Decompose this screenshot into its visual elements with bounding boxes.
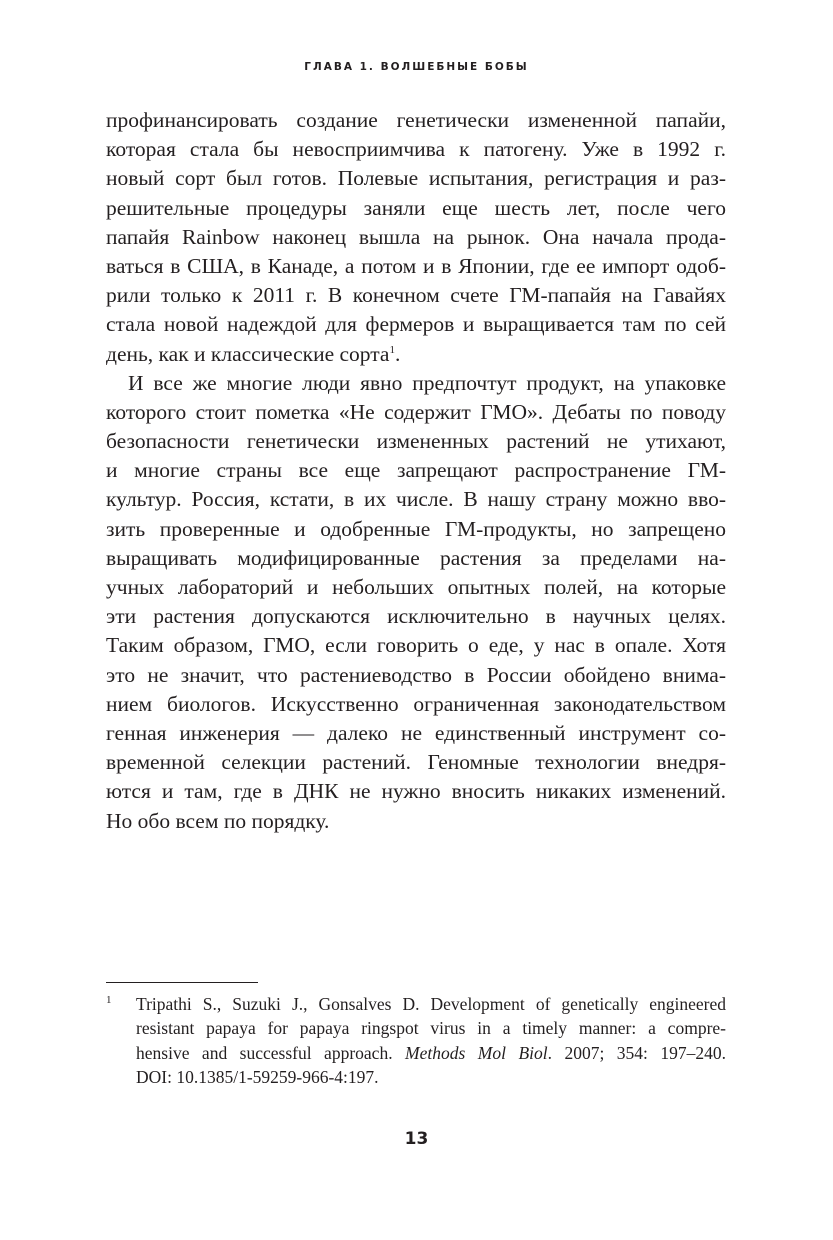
footnote-line [136,1041,726,1065]
journal-title: Methods Mol Biol [405,1042,548,1063]
page-number: 13 [404,1129,429,1149]
text-line: Но обо всем по порядку. [106,808,330,833]
text-line: учных лабораторий и небольших опытных полей, на которые [106,575,726,599]
text-line: культур. Россия, кстати, в их числе. В нашу страну можно вво- [106,487,726,512]
body-text [106,106,726,836]
text-line: решительные процедуры заняли еще шесть лет, после чего [106,195,726,220]
text-line: безопасности генетически измененных растений не утихают, [106,429,726,454]
text-line: ются и там, где в ДНК не нужно вносить никаких изменений. [106,779,726,804]
paragraph [106,369,726,836]
footnote-divider [106,982,258,983]
text-line: И все же многие люди явно предпочтут продукт, на упаковке [128,370,726,395]
footnote-number: 1 [106,994,112,1006]
footnote-line: Tripathi S., Suzuki J., Gonsalves D. Development of genetically engineered [136,994,726,1014]
text-line: папайя Rainbow наконец вышла на рынок. Она начала прода- [106,224,726,249]
footnote-text: hensive and successful approach. [136,1042,406,1063]
footnote [106,992,726,1089]
text-line: выращивать модифицированные растения за пределами на- [106,545,726,570]
text-line: день, как и классические сорта$^1$. [106,341,401,366]
text-line: новый сорт был готов. Полевые испытания, регистрация и раз- [106,166,726,191]
text-line: генная инженерия — далеко не единственный инструмент со- [106,720,726,745]
text-line: рили только к 2011 г. В конечном счете ГМ-папайя на Гавайях [106,283,726,308]
text-line: временной селекции растений. Геномные технологии внедря- [106,750,726,775]
text-line: профинансировать создание генетически измененной папайи, [106,108,726,132]
footnote-line: resistant papaya for papaya ringspot virus in a timely manner: a compre- [136,1018,726,1039]
paragraph [106,106,726,369]
footnote-text: . 2007; 354: 197–240. [547,1042,726,1063]
footnote-reference[interactable]: 1 [389,343,395,356]
text-line: эти растения допускаются исключительно в научных целях. [106,604,726,629]
text-line: и многие страны все еще запрещают распространение ГМ- [106,458,726,483]
text-line: это не значит, что растениеводство в России обойдено внима- [106,662,726,687]
text-line: стала новой надеждой для фермеров и выращивается там по сей [106,312,726,337]
text-line: Таким образом, ГМО, если говорить о еде, у нас в опале. Хотя [106,633,726,658]
text-line: ваться в США, в Канаде, а потом и в Японии, где ее импорт одоб- [106,253,726,278]
text-line: которого стоит пометка «Не содержит ГМО». Дебаты по поводу [106,399,726,424]
text-line: которая стала бы невосприимчива к патогену. Уже в 1992 г. [106,137,726,162]
running-header: ГЛАВА 1. ВОЛШЕБНЫЕ БОБЫ [304,61,529,73]
footnote-line: DOI: 10.1385/1-59259-966-4:197. [136,1066,379,1087]
text-line: нием биологов. Искусственно ограниченная законодательством [106,691,726,716]
text-line: зить проверенные и одобренные ГМ-продукты, но запрещено [106,516,726,541]
